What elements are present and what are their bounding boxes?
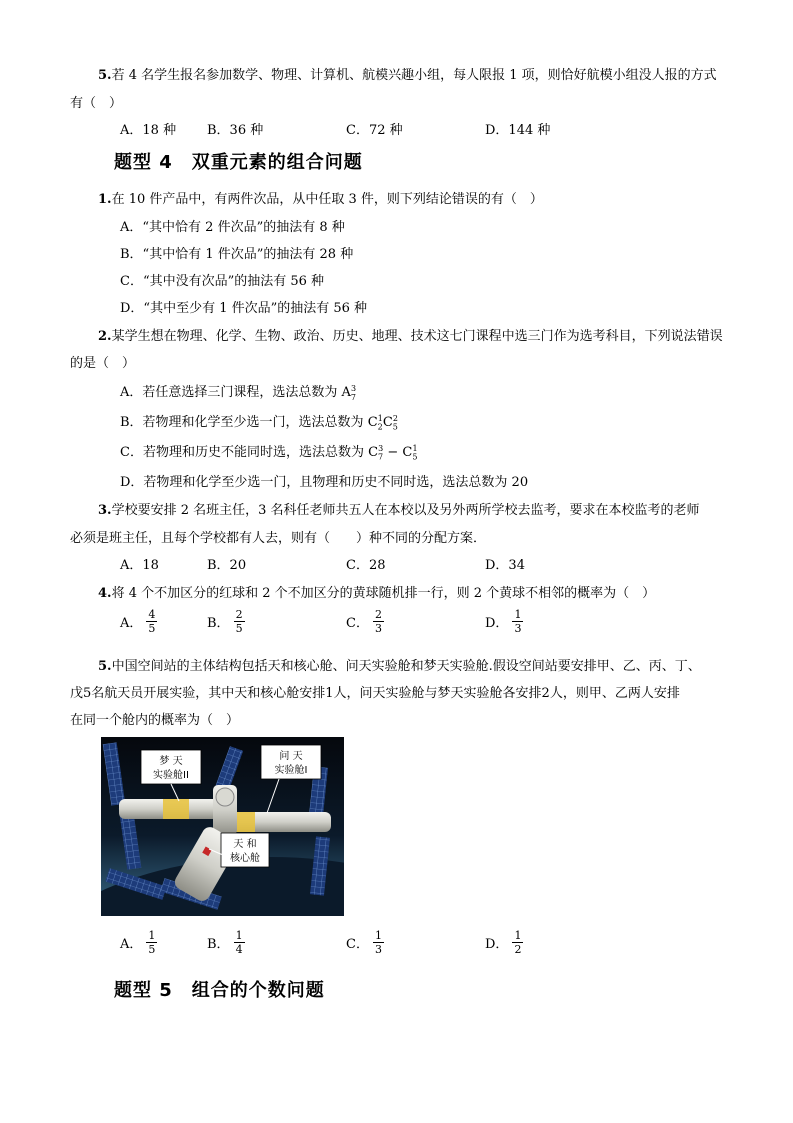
question-text-cont: 在同一个舱内的概率为（ ） — [70, 713, 240, 728]
option-a: A．“其中恰有 2 件次品”的抽法有 8 种 — [120, 220, 345, 235]
option-a — [120, 929, 157, 956]
question-text-cont: 的是（ ） — [70, 356, 136, 371]
option-label: B． — [207, 616, 230, 631]
option-a: A．18 种 — [120, 123, 177, 138]
question-text — [98, 325, 753, 344]
denominator: 5 — [148, 943, 156, 956]
option-d: D．144 种 — [485, 123, 551, 138]
option-d — [485, 608, 523, 635]
question-text — [98, 582, 753, 601]
label-text: 梦 天 — [159, 756, 183, 767]
option-label: C． — [346, 937, 369, 952]
denominator: 5 — [148, 622, 156, 635]
option-c: C．72 种 — [346, 123, 403, 138]
question-line: 学校要安排 2 名班主任，3 名科任老师共五人在本校以及另外两所学校去监考，要求在本校监考的老师 — [111, 503, 700, 518]
numerator: 2 — [235, 608, 243, 621]
label-text: 核心舱 — [230, 853, 260, 864]
option-label: D． — [485, 616, 509, 631]
section-heading-5: 题型 5 组合的个数问题 — [114, 980, 325, 1001]
numerator: 1 — [235, 929, 243, 942]
option-label: A． — [120, 616, 143, 631]
space-station-figure — [101, 737, 344, 916]
option-d — [485, 929, 523, 956]
option-text: C．若物理和历史不能同时选，选法总数为 — [120, 445, 364, 460]
option-b: B．20 — [207, 558, 247, 573]
option-b — [207, 608, 245, 635]
option-d: D．34 — [485, 558, 525, 573]
option-c — [120, 441, 753, 462]
fraction — [512, 929, 523, 956]
question-number: 1. — [98, 192, 112, 207]
denominator: 5 — [235, 622, 243, 635]
option-c — [346, 929, 384, 956]
question-number: 5. — [98, 659, 112, 674]
question-line: 某学生想在物理、化学、生物、政治、历史、地理、技术这七门课程中选三门作为选考科目，下列说法错误 — [111, 329, 723, 344]
fraction — [146, 608, 157, 635]
question-number: 5. — [98, 68, 112, 83]
numerator: 1 — [514, 608, 522, 621]
option-text: A．若任意选择三门课程，选法总数为 — [120, 385, 338, 400]
denominator: 3 — [374, 622, 382, 635]
option-c: C．“其中没有次品”的抽法有 56 种 — [120, 274, 325, 289]
formula-a: $A_7^3$ — [337, 383, 357, 402]
denominator: 3 — [374, 943, 382, 956]
question-line: 在 10 件产品中，有两件次品，从中任取 3 件，则下列结论错误的有（ ） — [111, 192, 543, 207]
option-label: A． — [120, 937, 143, 952]
option-a: A．18 — [120, 558, 159, 573]
option-label: D． — [485, 937, 509, 952]
option-b — [120, 411, 753, 432]
option-label: B． — [207, 937, 230, 952]
question-text — [98, 655, 753, 674]
numerator: 4 — [148, 608, 156, 621]
option-label: C． — [346, 616, 369, 631]
option-d: D．若物理和化学至少选一门，且物理和历史不同时选，选法总数为 20 — [120, 475, 529, 490]
numerator: 1 — [148, 929, 156, 942]
denominator: 4 — [235, 943, 243, 956]
option-c — [346, 608, 384, 635]
fraction — [146, 929, 157, 956]
question-text-cont: 必须是班主任，且每个学校都有人去，则有（ ）种不同的分配方案． — [70, 531, 487, 546]
label-text: 问 天 — [279, 751, 303, 762]
option-a — [120, 608, 157, 635]
question-line: 若 4 名学生报名参加数学、物理、计算机、航模兴趣小组，每人限报 1 项，则恰好航模小组没人报的方式 — [111, 68, 717, 83]
question-number: 4. — [98, 586, 112, 601]
question-line: 中国空间站的主体结构包括天和核心舱、问天实验舱和梦天实验舱.假设空间站要安排甲、乙、丙、丁、 — [111, 659, 701, 674]
formula-b: $C_2^1C_5^2$ — [363, 413, 398, 432]
label-text: 实验舱I — [274, 765, 308, 776]
fraction — [234, 608, 245, 635]
section-heading-4: 题型 4 双重元素的组合问题 — [114, 152, 363, 173]
option-b: B．36 种 — [207, 123, 264, 138]
question-number: 2. — [98, 329, 112, 344]
option-text: B．若物理和化学至少选一门，选法总数为 — [120, 415, 364, 430]
numerator: 1 — [514, 929, 522, 942]
question-text — [98, 188, 753, 207]
denominator: 3 — [514, 622, 522, 635]
label-text: 实验舱II — [153, 770, 189, 781]
numerator: 2 — [374, 608, 382, 621]
fraction — [373, 929, 384, 956]
question-number: 3. — [98, 503, 112, 518]
question-line: 将 4 个不加区分的红球和 2 个不加区分的黄球随机排一行，则 2 个黄球不相邻的概率为（ ） — [111, 586, 656, 601]
question-text-cont: 戊5名航天员开展实验，其中天和核心舱安排1人，问天实验舱与梦天实验舱各安排2人，则甲、乙两人安排 — [70, 686, 680, 701]
option-a — [120, 381, 753, 402]
fraction — [234, 929, 245, 956]
option-b — [207, 929, 245, 956]
option-d: D．“其中至少有 1 件次品”的抽法有 56 种 — [120, 301, 368, 316]
numerator: 1 — [374, 929, 382, 942]
formula-c: $C_7^3 - C_5^1$ — [363, 443, 418, 462]
question-text — [98, 499, 753, 518]
question-text-cont: 有（ ） — [70, 96, 123, 111]
fraction — [512, 608, 523, 635]
option-b: B．“其中恰有 1 件次品”的抽法有 28 种 — [120, 247, 354, 262]
option-c: C．28 — [346, 558, 386, 573]
label-text: 天 和 — [233, 839, 257, 850]
fraction — [373, 608, 384, 635]
question-text — [98, 64, 753, 83]
denominator: 2 — [514, 943, 522, 956]
